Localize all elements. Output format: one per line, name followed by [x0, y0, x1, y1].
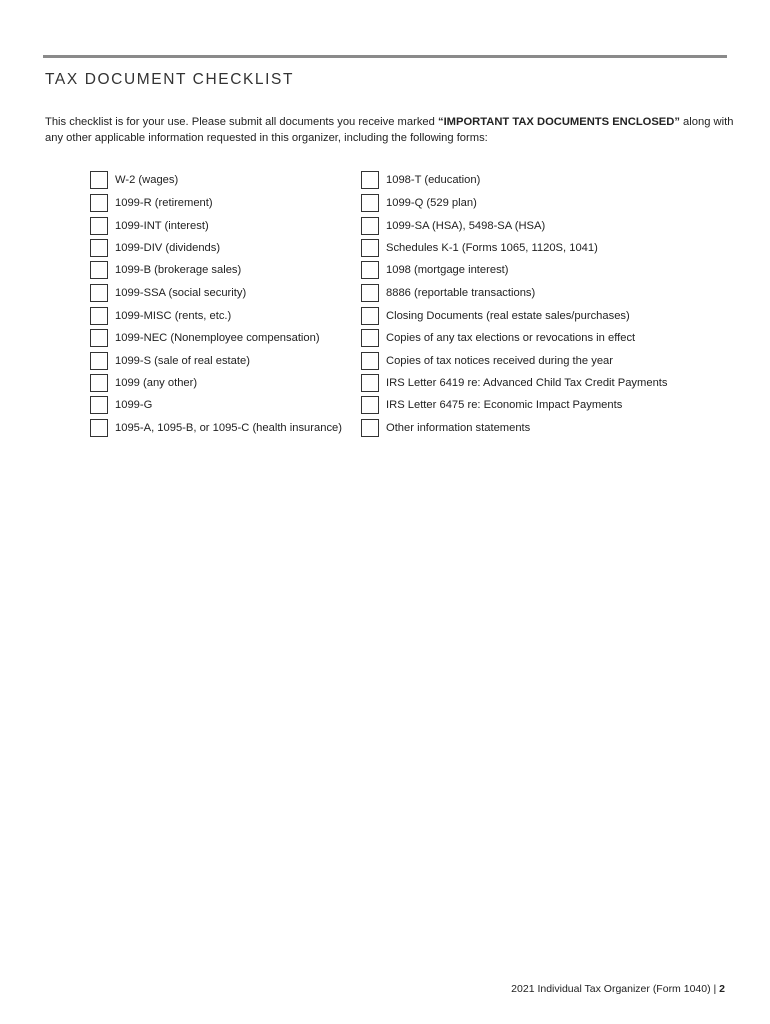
checklist-item-label: 1099-Q (529 plan) — [386, 197, 477, 209]
checkbox[interactable] — [90, 239, 108, 257]
checkbox[interactable] — [90, 194, 108, 212]
checkbox[interactable] — [361, 261, 379, 279]
checkbox[interactable] — [361, 194, 379, 212]
checklist-item-label: IRS Letter 6419 re: Advanced Child Tax Credit Payments — [386, 377, 668, 389]
intro-emphasis: “IMPORTANT TAX DOCUMENTS ENCLOSED” — [437, 116, 680, 128]
checklist-item-label: Copies of any tax elections or revocations in effect — [386, 332, 636, 344]
checklist-item-label: 8886 (reportable transactions) — [386, 287, 536, 299]
checkbox[interactable] — [90, 374, 108, 392]
checklist-item-label: 1095-A, 1095-B, or 1095-C (health insurance) — [115, 422, 342, 434]
checkbox[interactable] — [361, 217, 379, 235]
checklist-item-label: 1099 (any other) — [115, 377, 198, 389]
checklist-item-label: 1099-INT (interest) — [115, 220, 209, 232]
checklist-item-label: 1099-NEC (Nonemployee compensation) — [115, 332, 320, 344]
intro-text-after: along with any other applicable information requested in this organizer, including the following forms: — [45, 116, 734, 144]
checklist-item-label: W-2 (wages) — [115, 174, 179, 186]
checklist-item-label: IRS Letter 6475 re: Economic Impact Payments — [386, 399, 623, 411]
checklist-item-label: Closing Documents (real estate sales/purchases) — [386, 310, 630, 322]
page-footer — [511, 983, 725, 995]
checkbox[interactable] — [361, 171, 379, 189]
checklist-item-label: Copies of tax notices received during the year — [386, 355, 613, 367]
checkbox[interactable] — [90, 419, 108, 437]
checkbox[interactable] — [90, 261, 108, 279]
checkbox[interactable] — [90, 396, 108, 414]
checklist-item-label: 1099-G — [115, 399, 153, 411]
footer-text: 2021 Individual Tax Organizer (Form 1040) — [511, 983, 711, 995]
checkbox[interactable] — [361, 419, 379, 437]
checkbox[interactable] — [90, 329, 108, 347]
top-divider — [43, 55, 727, 58]
checkbox[interactable] — [361, 374, 379, 392]
checkbox[interactable] — [361, 329, 379, 347]
checklist-item-label: 1099-R (retirement) — [115, 197, 213, 209]
checklist-item-label: Schedules K-1 (Forms 1065, 1120S, 1041) — [386, 242, 598, 254]
checklist-item-label: 1099-S (sale of real estate) — [115, 355, 250, 367]
checkbox[interactable] — [361, 396, 379, 414]
checklist-item-label: 1098-T (education) — [386, 174, 481, 186]
checkbox[interactable] — [90, 171, 108, 189]
checkbox[interactable] — [361, 307, 379, 325]
checkbox[interactable] — [90, 217, 108, 235]
checklist-item-label: Other information statements — [386, 422, 531, 434]
intro-text-before: This checklist is for your use. Please submit all documents you receive marked — [45, 116, 438, 128]
checkbox[interactable] — [361, 239, 379, 257]
checklist-item-label: 1098 (mortgage interest) — [386, 264, 509, 276]
footer-separator: | — [710, 983, 720, 995]
checklist-item-label: 1099-MISC (rents, etc.) — [115, 310, 232, 322]
checklist-item-label: 1099-B (brokerage sales) — [115, 264, 242, 276]
intro-paragraph — [45, 114, 735, 146]
checklist-item-label: 1099-SA (HSA), 5498-SA (HSA) — [386, 220, 546, 232]
page-title: TAX DOCUMENT CHECKLIST — [45, 71, 295, 88]
checkbox[interactable] — [361, 284, 379, 302]
checklist-item-label: 1099-SSA (social security) — [115, 287, 247, 299]
page-number: 2 — [719, 983, 725, 995]
checkbox[interactable] — [90, 352, 108, 370]
checkbox[interactable] — [90, 307, 108, 325]
checkbox[interactable] — [361, 352, 379, 370]
checklist-item-label: 1099-DIV (dividends) — [115, 242, 221, 254]
checkbox[interactable] — [90, 284, 108, 302]
